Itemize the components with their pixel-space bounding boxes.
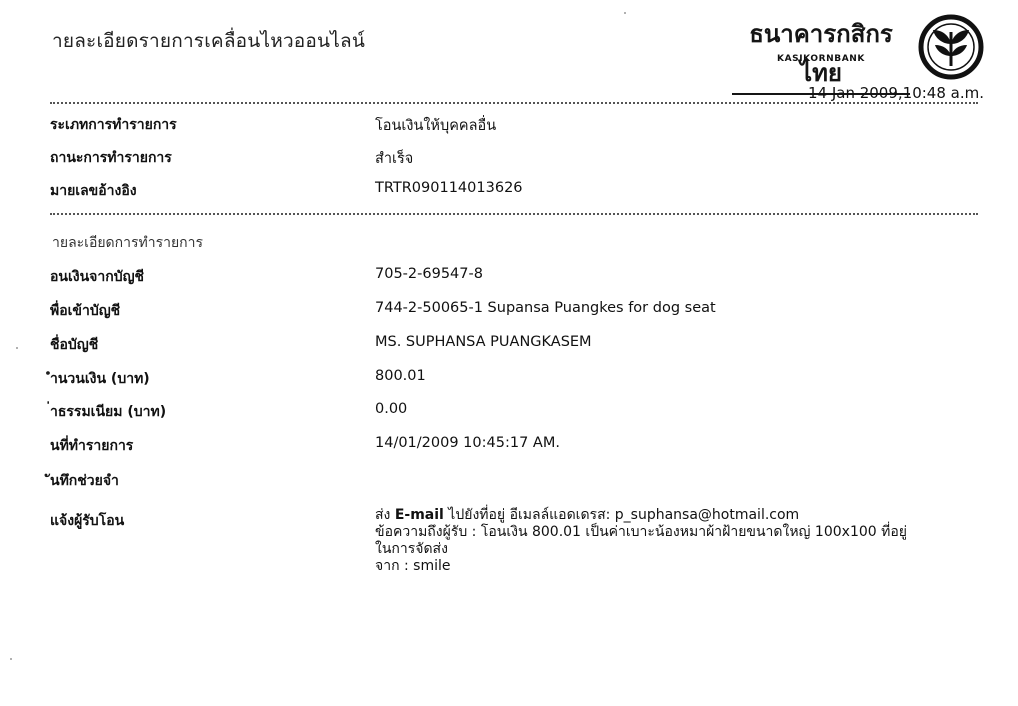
amount-label: ำนวนเงิน (บาท) (50, 371, 150, 387)
notify-sender-line: จาก : smile (375, 558, 451, 574)
from-account-label: อนเงินจากบัญชี (50, 269, 145, 285)
memo-label: ันทึกช่วยจำ (50, 473, 119, 489)
to-account-label: พื่อเข้าบัญชี (50, 303, 121, 319)
fee-value: 0.00 (375, 401, 408, 417)
bank-name-english: KASIKORNBANK (777, 54, 865, 64)
reference-number-label: มายเลขอ้างอิง (50, 183, 137, 199)
account-name-value: MS. SUPHANSA PUANGKASEM (375, 334, 592, 350)
detail-row (0, 401, 1018, 423)
notify-details (375, 507, 985, 575)
transaction-type-label: ระเภทการทำรายการ (50, 117, 177, 133)
bank-logo (732, 12, 994, 87)
page-title: ายละเอียดรายการเคลื่อนไหวออนไลน์ (52, 30, 366, 52)
transaction-date-label: นที่ทำรายการ (50, 438, 134, 454)
document-datetime: 14 Jan 2009,10:48 a.m. (807, 84, 984, 102)
notify-message-line: ข้อความถึงผู้รับ : โอนเงิน 800.01 เป็นค่าเบาะน้องหมาผ้าฝ้ายขนาดใหญ่ 100x100 ที่อยู่ (375, 524, 907, 540)
summary-row (0, 147, 1018, 169)
transaction-status-value: สำเร็จ (375, 151, 414, 167)
account-name-label: ชื่อบัญชี (50, 337, 99, 353)
divider-top (50, 102, 978, 104)
details-section-title: ายละเอียดการทำรายการ (52, 235, 204, 251)
to-account-value: 744-2-50065-1 Supansa Puangkes for dog seat (375, 300, 716, 316)
kasikorn-emblem-icon (918, 14, 984, 80)
notify-email-prefix: ส่ง (375, 507, 395, 523)
scan-speck (16, 347, 18, 349)
amount-value: 800.01 (375, 368, 426, 384)
notify-email-method: E-mail (394, 507, 444, 523)
detail-row (0, 300, 1018, 322)
transaction-type-value: โอนเงินให้บุคคลอื่น (375, 118, 497, 134)
summary-row (0, 114, 1018, 136)
divider-middle (50, 213, 978, 215)
detail-row (0, 368, 1018, 390)
detail-row (0, 470, 1018, 492)
transaction-date-value: 14/01/2009 10:45:17 AM. (375, 435, 560, 451)
fee-label: ่าธรรมเนียม (บาท) (50, 404, 167, 420)
scan-speck (10, 658, 12, 660)
notify-email-line (375, 507, 985, 524)
detail-row (0, 266, 1018, 288)
transaction-status-label: ถานะการทำรายการ (50, 150, 172, 166)
notify-message-line-cont: ในการจัดส่ง (375, 541, 448, 557)
bank-name-thai: ธนาคารกสิกรไทย (732, 14, 910, 95)
detail-row (0, 334, 1018, 356)
summary-row (0, 180, 1018, 202)
notify-recipient-label: แจ้งผู้รับโอน (50, 513, 125, 529)
detail-row (0, 435, 1018, 457)
from-account-value: 705-2-69547-8 (375, 266, 483, 282)
notify-email-address: ไปยังที่อยู่ อีเมลล์แอดเดรส: p_suphansa@hotmail.com (443, 507, 800, 523)
scan-speck (624, 12, 626, 14)
reference-number-value: TRTR090114013626 (375, 180, 523, 196)
